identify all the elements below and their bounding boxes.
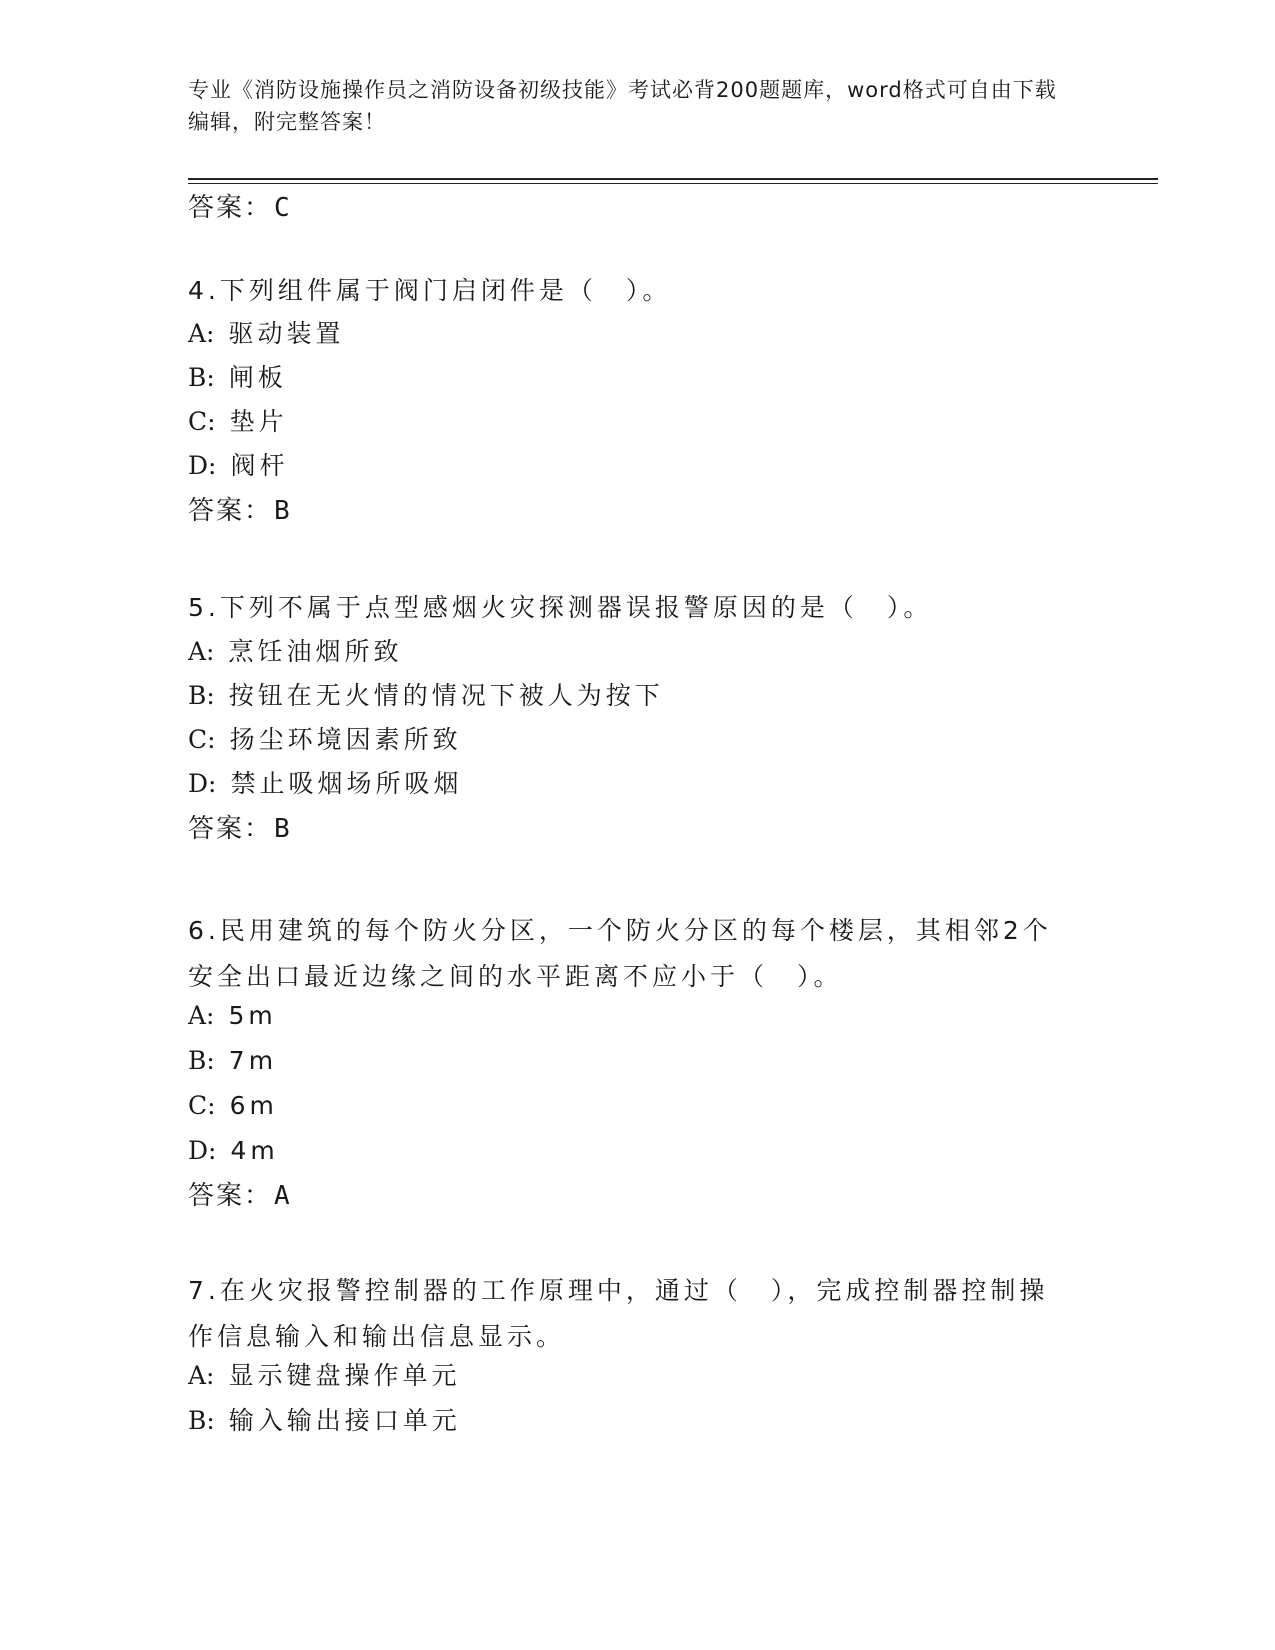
option-letter: D: <box>188 769 217 798</box>
previous-answer <box>188 192 292 224</box>
answer-value: A <box>274 1181 292 1211</box>
option-d <box>188 768 462 800</box>
question-number: 4. <box>188 276 220 305</box>
option-text: 6m <box>229 1091 278 1120</box>
option-letter: B: <box>188 1406 215 1435</box>
question-answer <box>188 495 292 527</box>
option-letter: C: <box>188 407 216 436</box>
option-a <box>188 636 403 668</box>
option-letter: B: <box>188 681 215 710</box>
option-b <box>188 1405 461 1437</box>
option-text: 禁止吸烟场所吸烟 <box>230 769 463 798</box>
option-c <box>188 1090 278 1122</box>
question-text: 在火灾报警控制器的工作原理中，通过（ ），完成控制器控制操作信息输入和输出信息显示。 <box>188 1276 1049 1351</box>
option-d <box>188 450 288 482</box>
answer-label: 答案： <box>188 814 273 844</box>
option-a <box>188 1000 277 1032</box>
question-stem <box>188 592 932 624</box>
option-letter: C: <box>188 725 216 754</box>
question-answer <box>188 813 292 845</box>
question-stem <box>188 1268 1068 1360</box>
option-c <box>188 406 288 438</box>
question-text: 民用建筑的每个防火分区，一个防火分区的每个楼层，其相邻2个安全出口最近边缘之间的水平距离不应小于（ ）。 <box>188 916 1052 991</box>
answer-value: B <box>274 814 292 844</box>
option-text: 扬尘环境因素所致 <box>229 725 462 754</box>
header-rule-thin <box>188 183 1158 184</box>
option-c <box>188 724 462 756</box>
option-text: 5m <box>228 1001 277 1030</box>
question-text: 下列组件属于阀门启闭件是（ ）。 <box>219 276 672 305</box>
question-number: 6. <box>188 916 220 945</box>
question-text: 下列不属于点型感烟火灾探测器误报警原因的是（ ）。 <box>219 593 933 622</box>
question-number: 7. <box>188 1276 220 1305</box>
option-text: 4m <box>230 1136 279 1165</box>
answer-label: 答案： <box>188 1181 273 1211</box>
option-letter: C: <box>188 1091 216 1120</box>
option-text: 驱动装置 <box>228 319 345 348</box>
option-text: 输入输出接口单元 <box>228 1406 461 1435</box>
option-text: 显示键盘操作单元 <box>228 1361 461 1390</box>
answer-value: C <box>274 193 292 223</box>
answer-label: 答案： <box>188 496 273 526</box>
document-header: 专业《消防设施操作员之消防设备初级技能》考试必背200题题库，word格式可自由下载编辑，附完整答案！ <box>188 78 1057 134</box>
answer-value: B <box>274 496 292 526</box>
question-answer <box>188 1180 292 1212</box>
question-stem <box>188 275 671 307</box>
option-a <box>188 318 345 350</box>
option-letter: D: <box>188 451 217 480</box>
option-text: 阀杆 <box>230 451 289 480</box>
option-text: 闸板 <box>228 363 287 392</box>
option-text: 垫片 <box>229 407 288 436</box>
answer-label: 答案： <box>188 193 273 223</box>
option-letter: A: <box>188 1001 215 1030</box>
option-d <box>188 1135 279 1167</box>
option-letter: A: <box>188 1361 215 1390</box>
option-b <box>188 362 287 394</box>
question-number: 5. <box>188 593 220 622</box>
option-text: 烹饪油烟所致 <box>228 637 403 666</box>
option-a <box>188 1360 461 1392</box>
option-letter: B: <box>188 1046 215 1075</box>
option-b <box>188 1045 277 1077</box>
header-rule-thick <box>188 178 1158 180</box>
option-letter: D: <box>188 1136 217 1165</box>
option-letter: B: <box>188 363 215 392</box>
option-letter: A: <box>188 319 215 348</box>
option-letter: A: <box>188 637 215 666</box>
option-text: 按钮在无火情的情况下被人为按下 <box>228 681 664 710</box>
option-text: 7m <box>228 1046 278 1075</box>
question-stem <box>188 908 1068 1000</box>
option-b <box>188 680 664 712</box>
